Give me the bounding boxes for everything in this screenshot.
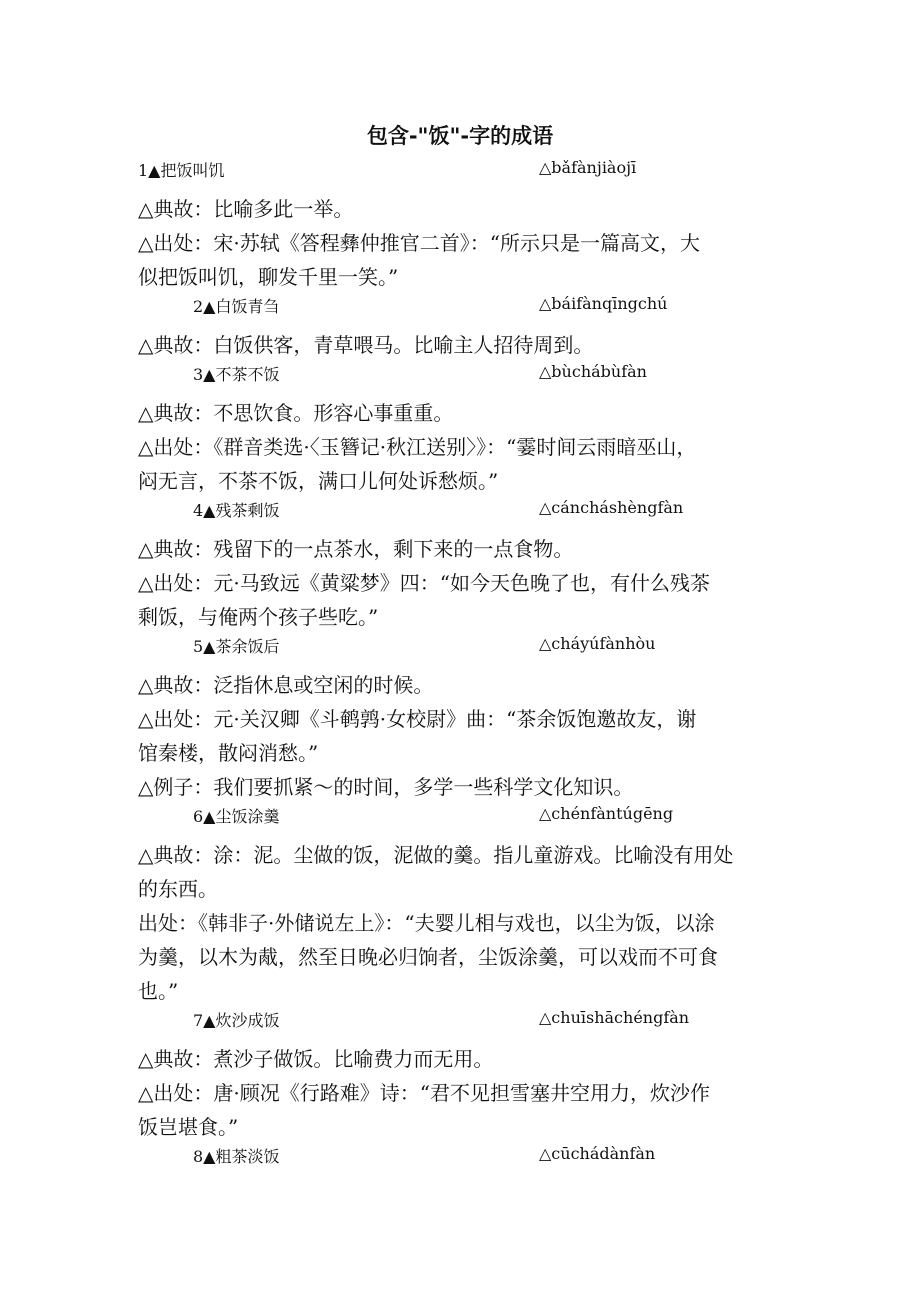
entry-line: 似把饭叫饥，聊发千里一笑。” (138, 265, 399, 289)
entry-line: 饭岂堪食。” (138, 1115, 239, 1139)
entry-line: 闷无言，不茶不饭，满口儿何处诉愁烦。” (138, 469, 499, 493)
idiom-entry (138, 1008, 788, 1144)
idiom-entry (138, 1144, 788, 1178)
idiom-name: 2▲白饭青刍 (193, 297, 280, 316)
idiom-name: 8▲粗茶淡饭 (193, 1147, 280, 1166)
idiom-pinyin: △cáncháshèngfàn (539, 498, 684, 517)
idiom-entry (138, 804, 788, 1008)
entry-line: 剩饭，与俺两个孩子些吃。” (138, 605, 379, 629)
idiom-entry (138, 294, 788, 362)
entry-line: △典故：比喻多此一举。 (138, 197, 354, 221)
entry-line: △出处：元·马致远《黄粱梦》四：“如今天色晚了也，有什么残茶 (138, 571, 710, 595)
entry-line: △例子：我们要抓紧～的时间，多学一些科学文化知识。 (138, 775, 634, 799)
idiom-entry (138, 498, 788, 634)
entry-heading (138, 158, 788, 192)
entry-line: △典故：涂：泥。尘做的饭，泥做的羹。指儿童游戏。比喻没有用处 (138, 843, 734, 867)
entry-line: △出处：宋·苏轼《答程彝仲推官二首》：“所示只是一篇高文，大 (138, 231, 700, 255)
entry-heading (138, 498, 788, 532)
entry-line: △典故：不思饮食。形容心事重重。 (138, 401, 454, 425)
entry-line: 的东西。 (138, 877, 218, 901)
idiom-pinyin: △báifànqīngchú (539, 294, 668, 313)
idiom-name: 7▲炊沙成饭 (193, 1011, 280, 1030)
idiom-name: 4▲残茶剩饭 (193, 501, 280, 520)
page-title: 包含-"饭"-字的成语 (366, 124, 554, 148)
entry-heading (138, 804, 788, 838)
entry-line: △典故：残留下的一点茶水，剩下来的一点食物。 (138, 537, 574, 561)
idiom-name: 6▲尘饭涂羹 (193, 807, 280, 826)
idiom-name: 1▲把饭叫饥 (138, 161, 225, 180)
entry-heading (138, 1008, 788, 1042)
entry-line: △典故：煮沙子做饭。比喻费力而无用。 (138, 1047, 494, 1071)
idiom-entry (138, 634, 788, 804)
idiom-pinyin: △cháyúfànhòu (539, 634, 656, 653)
idiom-pinyin: △cūchádànfàn (539, 1144, 656, 1163)
entry-line: △出处：唐·顾况《行路难》诗：“君不见担雪塞井空用力，炊沙作 (138, 1081, 710, 1105)
entry-heading (138, 634, 788, 668)
entry-heading (138, 1144, 788, 1178)
idiom-name: 3▲不茶不饭 (193, 365, 280, 384)
entry-line: △典故：泛指休息或空闲的时候。 (138, 673, 434, 697)
idiom-pinyin: △chénfàntúgēng (539, 804, 674, 823)
entry-line: △出处：元·关汉卿《斗鹌鹑·女校尉》曲：“茶余饭饱邀故友，谢 (138, 707, 697, 731)
entry-line: 也。” (138, 979, 179, 1003)
entry-line: 为羹，以木为胾，然至日晚必归饷者，尘饭涂羹，可以戏而不可食 (138, 945, 718, 969)
idiom-pinyin: △chuīshāchéngfàn (539, 1008, 690, 1027)
idiom-entry (138, 158, 788, 294)
entry-line: △典故：白饭供客，青草喂马。比喻主人招待周到。 (138, 333, 594, 357)
idiom-entry (138, 362, 788, 498)
idiom-pinyin: △bùchábùfàn (539, 362, 647, 381)
entry-line: 馆秦楼，散闷消愁。” (138, 741, 319, 765)
idiom-name: 5▲茶余饭后 (193, 637, 280, 656)
entry-heading (138, 294, 788, 328)
entry-line: 出处：《韩非子·外储说左上》：“夫婴儿相与戏也，以尘为饭，以涂 (138, 911, 715, 935)
idiom-pinyin: △bǎfànjiàojī (539, 158, 637, 177)
entry-heading (138, 362, 788, 396)
entry-line: △出处：《群音类选·〈玉簪记·秋江送别〉》：“霎时间云雨暗巫山， (138, 435, 697, 459)
idiom-list (138, 158, 788, 1178)
